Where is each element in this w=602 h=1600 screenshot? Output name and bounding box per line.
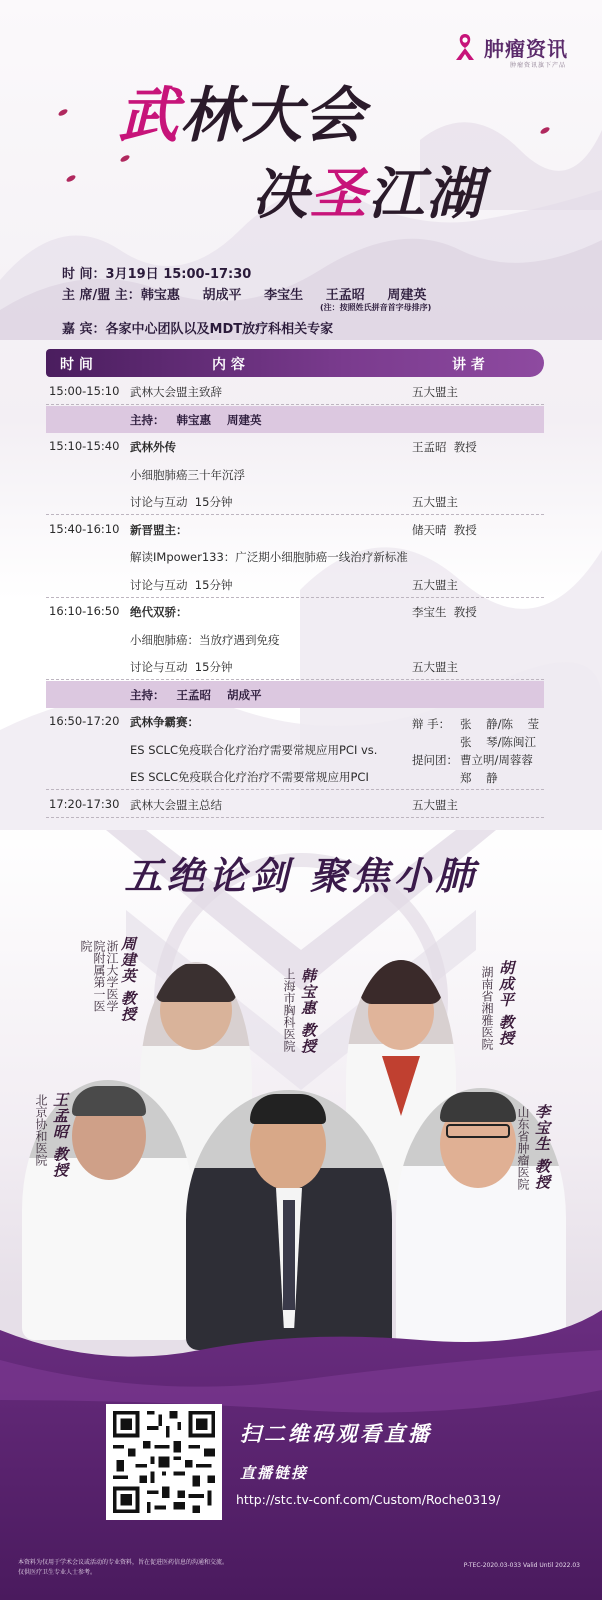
expert-name: 王孟昭 教授	[51, 1092, 69, 1179]
row-time: 16:10-16:50	[49, 604, 120, 618]
header-time: 时 间	[60, 357, 93, 373]
disclaimer-line-1: 本资料为仅用于学术会议或活动的专业资料，旨在促进医药信息的沟通和交流。	[18, 1559, 229, 1566]
time-value: 3月19日 15:00-17:30	[105, 267, 252, 282]
row-speaker: 五大盟主	[412, 495, 458, 509]
questioners-line-2: 郑 静	[460, 771, 498, 785]
row-content: ES SCLC免疫联合化疗治疗需要常规应用PCI vs.	[130, 742, 378, 757]
questioners-line-1: 曹立明/周蓉蓉	[460, 753, 533, 767]
expert-hospital: 北京协和医院	[34, 1094, 48, 1166]
expert-name: 韩宝惠 教授	[299, 968, 317, 1055]
live-link-label: 直播链接	[240, 1464, 309, 1482]
header-speaker: 讲 者	[452, 357, 485, 373]
schedule-row	[46, 488, 544, 515]
expert-hospital: 上海市胸科医院	[282, 968, 296, 1052]
questioner-label: 提问团：	[412, 753, 458, 767]
slogan: 五绝论剑 聚焦小肺	[124, 853, 478, 898]
time-label: 时 间：	[62, 267, 106, 282]
title-text: 林大会	[180, 81, 366, 151]
host-names: 主持： 韩宝惠 周建英	[130, 412, 262, 427]
qr-code[interactable]	[106, 1404, 222, 1520]
row-speaker: 王孟昭 教授	[412, 440, 477, 454]
expert-name: 李宝生 教授	[533, 1104, 551, 1191]
row-time: 15:00-15:10	[49, 384, 120, 398]
debaters-line-2: 张 琴/陈闽江	[460, 735, 536, 749]
expert-hospital: 湖南省湘雅医院	[480, 966, 494, 1050]
schedule-row	[46, 433, 544, 460]
row-content: 武林大会盟主致辞	[130, 385, 222, 399]
row-speaker: 李宝生 教授	[412, 605, 477, 619]
schedule-row	[46, 543, 544, 570]
row-content: 讨论与互动 15分钟	[130, 495, 233, 509]
scan-qr-text: 扫二维码观看直播	[240, 1421, 432, 1446]
row-time: 17:20-17:30	[49, 796, 120, 811]
disclaimer-line-2: 仅供医疗卫生专业人士参考。	[18, 1569, 97, 1576]
approval-code: P-TEC-2020.03-033 Valid Until 2022.03	[463, 1562, 580, 1569]
debaters-line-1: 张 静/陈 莹	[460, 717, 540, 731]
row-content: ES SCLC免疫联合化疗治疗不需要常规应用PCI	[130, 770, 369, 784]
row-speaker: 五大盟主	[412, 797, 458, 812]
host-names: 韩宝惠 胡成平 李宝生 王孟昭 周建英	[140, 288, 427, 303]
row-time: 15:40-16:10	[49, 521, 120, 536]
host-order-note: (注：按照姓氏拼音首字母排序)	[320, 303, 432, 312]
row-time: 16:50-17:20	[49, 714, 120, 728]
row-speaker: 五大盟主	[412, 385, 458, 399]
host-row	[46, 681, 544, 708]
schedule-row	[46, 791, 544, 818]
event-time	[62, 263, 251, 282]
title-line-1	[118, 68, 366, 154]
row-content: 小细胞肺癌三十年沉浮	[130, 467, 245, 482]
title-text: 江湖	[368, 161, 484, 227]
schedule-row	[46, 461, 544, 488]
schedule-row	[46, 626, 544, 653]
row-content: 武林外传	[130, 440, 176, 454]
host-label: 主 席/盟 主：	[62, 288, 141, 303]
title-accent-char: 圣	[310, 161, 368, 227]
row-time: 15:10-15:40	[49, 439, 120, 453]
schedule-row	[46, 516, 544, 543]
row-content: 解读IMpower133：广泛期小细胞肺癌一线治疗新标准	[130, 550, 408, 564]
event-hosts	[62, 284, 426, 303]
host-names: 主持： 王孟昭 胡成平	[130, 687, 262, 702]
host-row	[46, 406, 544, 433]
row-content: 武林大会盟主总结	[130, 797, 222, 812]
disclaimer	[18, 1558, 228, 1578]
row-speaker: 五大盟主	[412, 660, 458, 674]
debater-label: 辩 手：	[412, 717, 451, 731]
row-content: 新晋盟主：	[130, 522, 188, 537]
row-content: 小细胞肺癌：当放疗遇到免疫	[130, 632, 280, 647]
brand-name: 肿瘤资讯	[484, 36, 568, 61]
schedule-row	[46, 598, 544, 625]
guest-label: 嘉 宾：	[62, 322, 106, 337]
purple-ink-band-icon	[0, 1310, 602, 1600]
row-content: 武林争霸赛：	[130, 715, 199, 729]
schedule-row	[46, 571, 544, 598]
ribbon-icon	[452, 32, 478, 62]
title-accent-char: 武	[118, 81, 180, 151]
expert-name: 周建英 教授	[119, 936, 137, 1023]
brand-logo	[452, 32, 568, 62]
row-content: 讨论与互动 15分钟	[130, 577, 233, 592]
row-speaker: 五大盟主	[412, 577, 458, 592]
schedule-row	[46, 653, 544, 680]
expert-hospital: 浙江大学医学院附属第一医院	[79, 940, 119, 1012]
title-line-2	[252, 150, 484, 230]
guest-names: 各家中心团队以及MDT放疗科相关专家	[105, 322, 334, 337]
title-text: 决	[252, 161, 310, 227]
row-content: 绝代双骄：	[130, 605, 188, 619]
expert-hospital: 山东省肿瘤医院	[516, 1106, 530, 1190]
schedule-header	[46, 349, 544, 377]
expert-name: 胡成平 教授	[497, 960, 515, 1047]
row-content: 讨论与互动 15分钟	[130, 660, 233, 674]
header-content: 内 容	[212, 357, 245, 373]
row-speaker: 储天晴 教授	[412, 522, 477, 537]
event-guests	[62, 318, 333, 337]
brand-tagline: 肿瘤资讯旗下产品	[509, 62, 566, 69]
live-url-link[interactable]: http://stc.tv-conf.com/Custom/Roche0319/	[236, 1492, 501, 1507]
schedule-row	[46, 378, 544, 405]
